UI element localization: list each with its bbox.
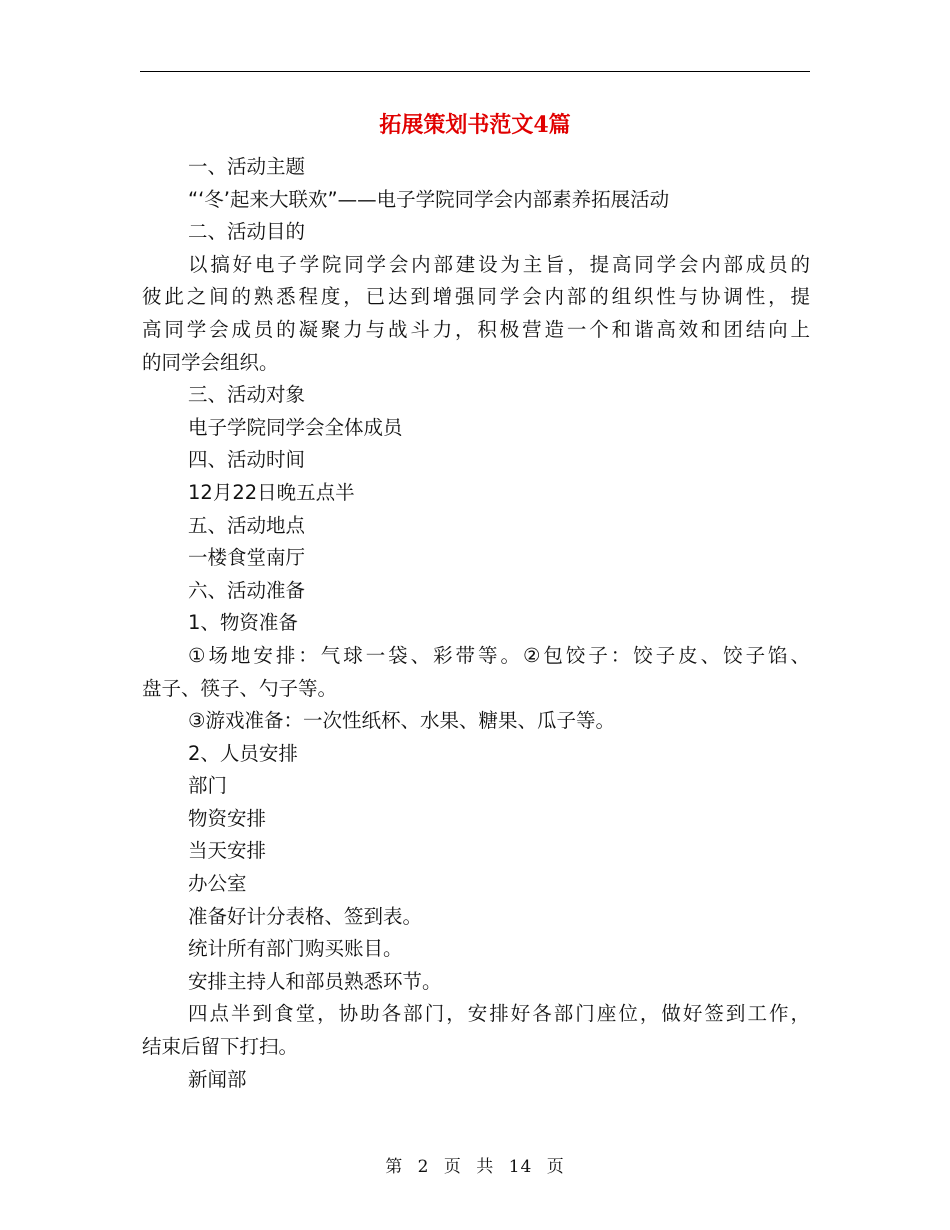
text-line: 物资安排 (188, 806, 267, 830)
text-line: 当天安排 (188, 839, 267, 863)
text-line: 部门 (188, 774, 228, 798)
text-line: 新闻部 (188, 1067, 247, 1091)
text-line: 彼此之间的熟悉程度，已达到增强同学会内部的组织性与协调性，提 (142, 285, 810, 309)
footer-suffix: 页 (546, 1157, 565, 1177)
text-line: 的同学会组织。 (142, 350, 279, 374)
text-line: 三、活动对象 (188, 383, 306, 407)
text-line: 一楼食堂南厅 (188, 546, 306, 570)
footer-prefix: 第 (385, 1157, 404, 1177)
text-line: 结束后留下打扫。 (142, 1035, 299, 1059)
text-line: 四、活动时间 (188, 448, 306, 472)
footer-page-number: 2 (417, 1157, 430, 1177)
text-line: 四点半到食堂，协助各部门，安排好各部门座位，做好签到工作， (188, 1002, 810, 1026)
text-line: 2、人员安排 (188, 741, 298, 765)
page-footer (0, 1152, 950, 1177)
text-line: 二、活动目的 (188, 220, 306, 244)
text-line: 电子学院同学会全体成员 (188, 415, 403, 439)
text-line: 办公室 (188, 872, 247, 896)
text-line: 准备好计分表格、签到表。 (188, 904, 423, 928)
text-line: 盘子、筷子、勺子等。 (142, 676, 338, 700)
footer-total-pages: 14 (508, 1157, 533, 1177)
document-body (142, 151, 810, 1096)
text-line: 1、物资准备 (188, 611, 298, 635)
text-line: 高同学会成员的凝聚力与战斗力，积极营造一个和谐高效和团结向上 (142, 317, 810, 341)
footer-total-label: 共 (476, 1157, 495, 1177)
text-line: “‘冬’起来大联欢”——电子学院同学会内部素养拓展活动 (188, 187, 670, 211)
text-line: 六、活动准备 (188, 578, 306, 602)
text-line: 安排主持人和部员熟悉环节。 (188, 969, 442, 993)
text-line: 统计所有部门购买账目。 (188, 937, 403, 961)
text-line: 五、活动地点 (188, 513, 306, 537)
footer-page-label: 页 (443, 1157, 462, 1177)
text-line: ①场地安排：气球一袋、彩带等。②包饺子：饺子皮、饺子馅、 (188, 643, 810, 667)
text-line: 一、活动主题 (188, 155, 306, 178)
text-line: 以搞好电子学院同学会内部建设为主旨，提高同学会内部成员的 (188, 252, 810, 276)
text-line: ③游戏准备：一次性纸杯、水果、糖果、瓜子等。 (188, 709, 615, 733)
text-line: 12月22日晚五点半 (188, 480, 355, 504)
document-title: 拓展策划书范文4篇 (379, 112, 571, 138)
header-rule (140, 71, 810, 72)
